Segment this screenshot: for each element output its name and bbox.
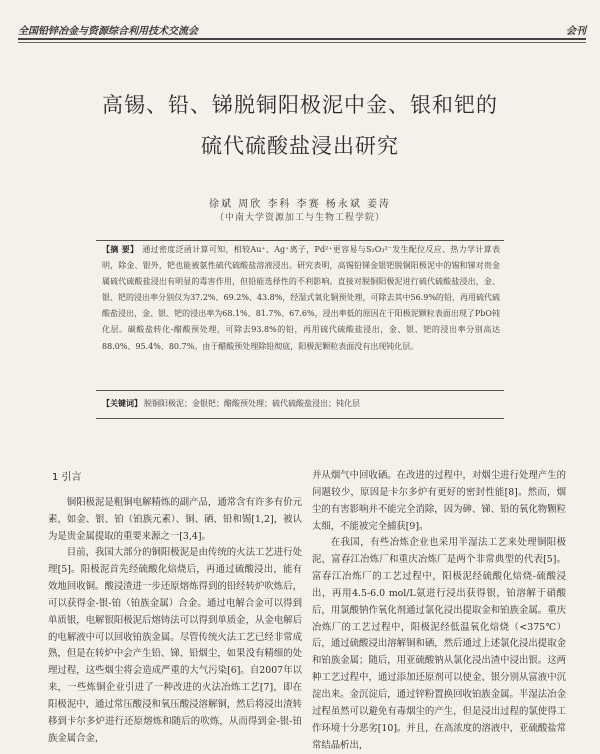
issue-label: 会刊 (566, 26, 586, 37)
affiliation: （中南大学资源加工与生物工程学院） (214, 213, 385, 223)
intro-paragraph-1: 铜阳极泥是粗铜电解精炼的副产品，通常含有许多有价元素，如金、银、铂（铂族元素）、铜、硒、铅和锡[1,2]，被认为是贵金属提取的重要来源之一[3,4]。 (48, 496, 302, 542)
section-heading-intro: 1 引言 (52, 472, 82, 483)
intro-paragraph-4: 在我国，有些冶炼企业也采用半湿法工艺来处理铜阳极泥，富春江冶炼厂和重庆冶炼厂是两个非常典型的代表[5]。富春江冶炼厂的工艺过程中，阳极泥经硫酸化焙烧-硫酸浸出，再用4.5-6.0 mol/L氨进行浸出获得银，铂溶解于硝酸后，用氯酸钠作氧化剂通过氯化浸出提取金和铂族金属。重庆冶炼厂的工艺过程中，阳极泥经低温氧化焙烧（<375℃）后，通过硫酸浸出溶解铜和硒，然后通过上述氯化浸出提取金和铂族金属；随后，用亚硫酸钠从氯化浸出渣中浸出银。这两种工艺过程中，通过添加还原剂可以使金、银分别从富液中沉淀出来。金沉淀后，通过锌粉置换回收铂族金属。半湿法冶金过程虽然可以避免有毒烟尘的产生，但是浸出过程的氯使得工作环境十分恶劣[10]。并且，在高浓度的溶液中，亚硫酸盐常常结晶析出， (312, 537, 566, 751)
abstract-text: 通过密度泛函计算可知，相较Au⁺、Ag⁺离子，Pd²⁺更容易与S₂O₃²⁻发生配位反应、热力学计算表明，除金、银外，钯也能被氨性硫代硫酸盐溶液浸出。研究表明，高锡铅锑金银钯脱铜阳极泥中的锡和锑对贵金属硫代硫酸盐浸出有明显的毒害作用，但铅能选择性的不利影响。直接对脱铜阳极泥进行硫代硫酸盐浸出，金、银、钯的浸出率分别仅为37.2%、69.2%、43.8%，经湿式氧化铜预处理，可除去其中56.9%的铅，再用硫代硫酸盐浸出，金、银、钯的浸出率为68.1%、81.7%、67.6%，浸出率低的原因在于阳极泥颗粒表面出现了PbO钝化层。碳酸盐转化-醋酸预处理，可除去93.8%的铅，再用硫代硫酸盐浸出，金、银、钯的浸出率分别高达88.0%、95.4%、80.7%。由于醋酸预处理除铅彻底，阳极泥颗粒表面没有出现钝化层。 (102, 245, 500, 351)
abstract (102, 242, 500, 355)
intro-paragraph-2: 目前，我国大部分的铜阳极泥是由传统的火法工艺进行处理[5]。阳极泥首先经硫酸化焙烧后，再通过硫酸浸出，能有效地回收铜。酸浸渣进一步还原熔炼得到的铅经转炉吹炼后，可以获得金-银-铂（铂族金属）合金。通过电解合金可以得到单质银，电解银阳极泥后熔铸法可以得到单质金，从金电解后的电解液中可以回收铂族金属。尽管传统火法工艺已经非常成熟，但是在转炉中会产生铅、锑、铅烟尘，如果没有精细的处理过程，这些烟尘将会造成严重的大气污染[6]。自2007年以来，一些炼铜企业引进了一种改进的火法冶炼工艺[7]，即在阳极泥中，通过常压酸浸和氧压酸浸溶解铜，然后将浸出渣转移到卡尔多炉进行还原熔炼和随后的吹炼，从而得到金-银-铂族金属合金， (48, 547, 302, 744)
title-line-1: 高锡、铅、锑脱铜阳极泥中金、银和钯的 (102, 93, 498, 117)
right-column (312, 468, 566, 754)
title-line-2: 硫代硫酸盐浸出研究 (201, 134, 399, 158)
abstract-top-rule (96, 240, 504, 241)
keywords (102, 398, 500, 409)
keywords-text: 脱铜阳极泥；金银钯；醋酸预处理；硫代硫酸盐浸出；钝化层 (144, 399, 360, 408)
header-rule-thick (18, 38, 586, 40)
intro-paragraph-3: 并从烟气中回收硒。在改进的过程中，对烟尘进行处理产生的问题较少，原因是卡尔多炉有更好的密封性能[8]。然而，烟尘的有害影响并不能完全消除，因为砷、锑、铅的氧化物颗粒太细，不能被完全捕获[9]。 (312, 470, 566, 532)
abstract-bottom-rule (96, 390, 504, 391)
journal-name: 全国铅锌冶金与资源综合利用技术交流会 (18, 26, 198, 37)
authors: 徐斌 周欣 李科 李赛 杨永斌 姜涛 (209, 199, 391, 210)
left-column (48, 462, 302, 748)
header-rule-thin (18, 42, 586, 43)
abstract-label: 【摘 要】 (102, 245, 139, 254)
running-header (18, 22, 586, 37)
keywords-label: 【关键词】 (102, 399, 142, 408)
keywords-bottom-rule (96, 418, 504, 419)
